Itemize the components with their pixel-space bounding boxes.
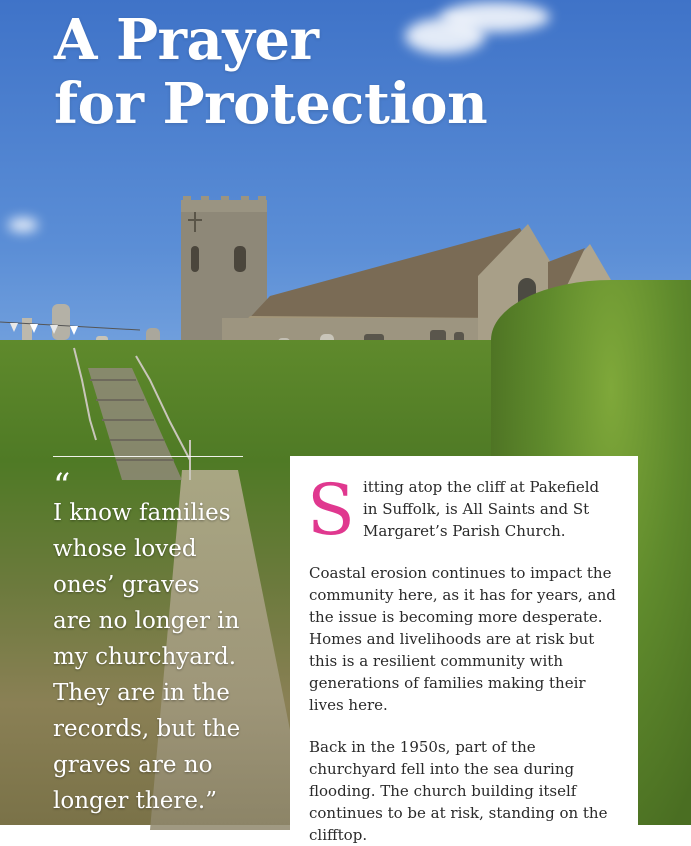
article-box (290, 456, 638, 844)
pull-quote-text: I know families whose loved ones’ graves are no longer in my churchyard. They are in the records, but the graves are no longer there.” (53, 500, 241, 814)
title-line-1: A Prayer (54, 7, 319, 73)
drop-cap: S (307, 469, 355, 551)
page-title (54, 8, 487, 136)
pull-quote (53, 456, 243, 819)
article-lead-paragraph (307, 469, 616, 551)
pull-quote-rule (53, 456, 243, 457)
article-paragraph: Back in the 1950s, part of the churchyard fell into the sea during flooding. The church building itself continues to be at risk, standing on the clifftop. (309, 738, 608, 844)
quote-mark-icon: “ (53, 466, 71, 506)
article-paragraph: Coastal erosion continues to impact the community here, as it has for years, and the issue is becoming more desperate. Homes and livelihoods are at risk but this is a resilient community with generations of families making their lives here. (309, 564, 616, 714)
article-lead-text: itting atop the cliff at Pakefield in Suffolk, is All Saints and St Margaret’s Parish Church. (362, 478, 600, 540)
title-line-2: for Protection (54, 71, 488, 137)
